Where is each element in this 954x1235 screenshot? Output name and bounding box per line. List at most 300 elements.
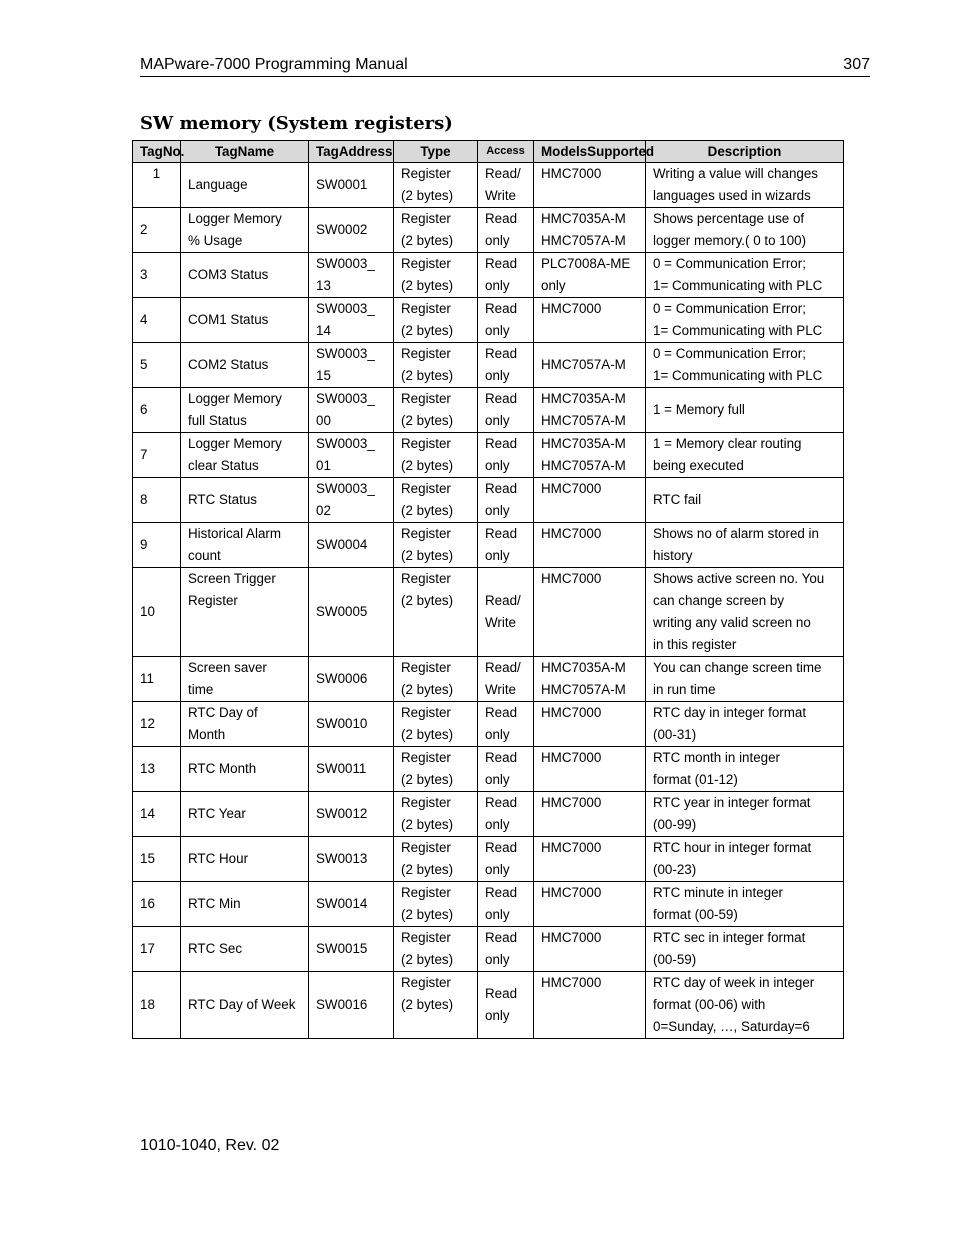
tag-address-cell: [309, 523, 394, 568]
page-number: 307: [843, 56, 870, 73]
cell-line: only: [541, 278, 566, 293]
tag-name-cell: [181, 837, 309, 882]
table-row: [133, 433, 844, 478]
table-row: [133, 253, 844, 298]
cell-line: HMC7000: [541, 301, 602, 316]
table-row: [133, 657, 844, 702]
cell-line: (2 bytes): [401, 727, 454, 742]
access-cell: [478, 568, 534, 657]
header-label: Tag: [214, 144, 238, 159]
cell-line: RTC day in integer format: [653, 705, 807, 720]
cell-line: HMC7035A-M: [541, 211, 626, 226]
cell-line: Month: [188, 727, 226, 742]
description-cell: [646, 702, 844, 747]
cell-line: only: [485, 233, 510, 248]
cell-line: RTC Day of: [188, 705, 258, 720]
type-cell: [394, 792, 478, 837]
cell-line: can change screen by: [653, 593, 785, 608]
cell-line: SW0014: [316, 896, 368, 911]
cell-line: HMC7000: [541, 481, 602, 496]
cell-line: 1= Communicating with PLC: [653, 368, 823, 383]
cell-line: (00-99): [653, 817, 697, 832]
cell-line: SW0016: [316, 997, 368, 1012]
models-cell: [534, 568, 646, 657]
cell-line: only: [485, 458, 510, 473]
cell-line: only: [485, 413, 510, 428]
table-row: [133, 972, 844, 1039]
table-row: [133, 343, 844, 388]
models-cell: [534, 343, 646, 388]
tag-no-header: [133, 141, 185, 163]
tag-address-header: [309, 141, 394, 163]
header-label: No.: [162, 144, 185, 159]
cell-line: PLC7008A-ME: [541, 256, 631, 271]
cell-line: only: [485, 817, 510, 832]
cell-line: (2 bytes): [401, 458, 454, 473]
access-cell: [478, 792, 534, 837]
cell-line: RTC minute in integer: [653, 885, 783, 900]
page-header: [140, 56, 870, 77]
description-cell: [646, 792, 844, 837]
tag-address-cell: [309, 837, 394, 882]
description-cell: [646, 523, 844, 568]
access-cell: [478, 882, 534, 927]
cell-line: HMC7035A-M: [541, 436, 626, 451]
description-cell: [646, 657, 844, 702]
cell-line: SW0015: [316, 941, 368, 956]
tag-address-cell: [309, 702, 394, 747]
description-header: [646, 141, 844, 163]
tag-address-cell: [309, 208, 394, 253]
tag-no-cell: 11: [133, 657, 181, 702]
tag-address-cell: [309, 882, 394, 927]
tag-address-cell: [309, 343, 394, 388]
cell-line: only: [485, 907, 510, 922]
cell-line: (2 bytes): [401, 368, 454, 383]
cell-line: (2 bytes): [401, 682, 454, 697]
cell-line: full Status: [188, 413, 247, 428]
cell-line: HMC7057A-M: [541, 682, 626, 697]
tag-address-cell: [309, 792, 394, 837]
cell-line: SW0003_: [316, 436, 375, 451]
type-cell: [394, 433, 478, 478]
cell-line: RTC Month: [188, 761, 257, 776]
header-label: Description: [707, 144, 782, 159]
tag-name-cell: [181, 163, 309, 208]
cell-line: Writing a value will changes: [653, 166, 818, 181]
cell-line: Shows no of alarm stored in: [653, 526, 819, 541]
cell-line: 00: [316, 413, 331, 428]
tag-address-cell: [309, 478, 394, 523]
cell-line: Register: [401, 166, 451, 181]
cell-line: (2 bytes): [401, 233, 454, 248]
cell-line: 1 = Memory clear routing: [653, 436, 802, 451]
cell-line: count: [188, 548, 221, 563]
cell-line: SW0012: [316, 806, 368, 821]
table-row: [133, 837, 844, 882]
cell-line: Register: [401, 795, 451, 810]
tag-address-cell: [309, 657, 394, 702]
cell-line: You can change screen time: [653, 660, 822, 675]
cell-line: (2 bytes): [401, 862, 454, 877]
cell-line: % Usage: [188, 233, 243, 248]
header-label: Tag: [140, 144, 163, 159]
cell-line: Read: [485, 795, 518, 810]
section-title: SW memory (System registers): [140, 113, 453, 134]
cell-line: clear Status: [188, 458, 259, 473]
tag-no-cell: 6: [133, 388, 181, 433]
cell-line: Register: [401, 436, 451, 451]
tag-no-cell: 13: [133, 747, 181, 792]
cell-line: (2 bytes): [401, 817, 454, 832]
models-header: [534, 141, 655, 163]
tag-address-cell: [309, 747, 394, 792]
cell-line: HMC7057A-M: [541, 413, 626, 428]
table-row: [133, 792, 844, 837]
cell-line: (2 bytes): [401, 503, 454, 518]
cell-line: Register: [401, 391, 451, 406]
models-cell: [534, 388, 646, 433]
header-label: Models: [541, 144, 588, 159]
table-row: [133, 882, 844, 927]
type-cell: [394, 208, 478, 253]
cell-line: only: [485, 862, 510, 877]
tag-no-cell: 14: [133, 792, 181, 837]
models-cell: [534, 792, 646, 837]
cell-line: Write: [485, 188, 516, 203]
cell-line: HMC7035A-M: [541, 660, 626, 675]
cell-line: time: [188, 682, 214, 697]
type-cell: [394, 388, 478, 433]
cell-line: Read: [485, 211, 518, 226]
access-cell: [478, 972, 534, 1039]
cell-line: Register: [401, 930, 451, 945]
tag-no-cell: 4: [133, 298, 181, 343]
cell-line: 0 = Communication Error;: [653, 301, 806, 316]
tag-no-cell: 16: [133, 882, 181, 927]
cell-line: HMC7000: [541, 975, 602, 990]
access-cell: [478, 163, 534, 208]
cell-line: Read: [485, 885, 518, 900]
cell-line: only: [485, 772, 510, 787]
access-cell: [478, 253, 534, 298]
cell-line: (00-59): [653, 952, 697, 967]
cell-line: SW0004: [316, 537, 368, 552]
models-cell: [534, 657, 646, 702]
cell-line: (2 bytes): [401, 413, 454, 428]
access-cell: [478, 747, 534, 792]
tag-address-cell: [309, 163, 394, 208]
cell-line: Read: [485, 705, 518, 720]
description-cell: [646, 253, 844, 298]
cell-line: only: [485, 368, 510, 383]
table-body: [133, 163, 844, 1039]
cell-line: SW0003_: [316, 256, 375, 271]
cell-line: SW0001: [316, 177, 368, 192]
cell-line: format (01-12): [653, 772, 738, 787]
cell-line: Read: [485, 256, 518, 271]
access-cell: [478, 837, 534, 882]
cell-line: Historical Alarm: [188, 526, 282, 541]
cell-line: SW0013: [316, 851, 368, 866]
tag-name-cell: [181, 523, 309, 568]
cell-line: history: [653, 548, 693, 563]
cell-line: HMC7000: [541, 526, 602, 541]
cell-line: languages used in wizards: [653, 188, 811, 203]
cell-line: 01: [316, 458, 331, 473]
cell-line: (2 bytes): [401, 772, 454, 787]
cell-line: HMC7000: [541, 166, 602, 181]
tag-name-cell: [181, 972, 309, 1039]
cell-line: Logger Memory: [188, 436, 282, 451]
table-row: [133, 568, 844, 657]
cell-line: SW0003_: [316, 481, 375, 496]
cell-line: RTC Hour: [188, 851, 249, 866]
tag-no-cell: 2: [133, 208, 181, 253]
type-cell: [394, 163, 478, 208]
cell-line: Screen saver: [188, 660, 267, 675]
cell-line: 1= Communicating with PLC: [653, 278, 823, 293]
type-cell: [394, 882, 478, 927]
cell-line: Register: [401, 526, 451, 541]
cell-line: Screen Trigger: [188, 571, 276, 586]
access-header: [478, 141, 534, 163]
cell-line: RTC Sec: [188, 941, 243, 956]
cell-line: 02: [316, 503, 331, 518]
doc-revision: 1010-1040, Rev. 02: [140, 1137, 280, 1154]
cell-line: HMC7057A-M: [541, 458, 626, 473]
cell-line: SW0003_: [316, 391, 375, 406]
cell-line: Read: [485, 346, 518, 361]
cell-line: HMC7057A-M: [541, 357, 626, 372]
cell-line: Logger Memory: [188, 391, 282, 406]
manual-title: MAPware-7000 Programming Manual: [140, 56, 408, 73]
type-cell: [394, 298, 478, 343]
cell-line: Read/: [485, 660, 521, 675]
cell-line: Read: [485, 481, 518, 496]
tag-no-cell: 1: [133, 163, 181, 208]
cell-line: in run time: [653, 682, 716, 697]
cell-line: (2 bytes): [401, 907, 454, 922]
cell-line: RTC Day of Week: [188, 997, 296, 1012]
cell-line: HMC7000: [541, 930, 602, 945]
cell-line: SW0006: [316, 671, 368, 686]
cell-line: 0=Sunday, …, Saturday=6: [653, 1019, 810, 1034]
table-header-row: [133, 141, 844, 163]
models-cell: [534, 747, 646, 792]
tag-no-cell: 12: [133, 702, 181, 747]
cell-line: only: [485, 1008, 510, 1023]
cell-line: Register: [401, 975, 451, 990]
type-header: [394, 141, 478, 163]
cell-line: format (00-06) with: [653, 997, 766, 1012]
cell-line: 0 = Communication Error;: [653, 346, 806, 361]
cell-line: SW0003_: [316, 346, 375, 361]
cell-line: RTC Year: [188, 806, 246, 821]
tag-name-cell: [181, 433, 309, 478]
cell-line: (2 bytes): [401, 188, 454, 203]
description-cell: [646, 568, 844, 657]
tag-name-cell: [181, 882, 309, 927]
tag-name-cell: [181, 343, 309, 388]
description-cell: [646, 433, 844, 478]
cell-line: HMC7000: [541, 885, 602, 900]
tag-name-cell: [181, 702, 309, 747]
access-cell: [478, 927, 534, 972]
cell-line: HMC7000: [541, 705, 602, 720]
cell-line: Read: [485, 840, 518, 855]
cell-line: (2 bytes): [401, 278, 454, 293]
cell-line: only: [485, 952, 510, 967]
cell-line: RTC sec in integer format: [653, 930, 806, 945]
tag-address-cell: [309, 253, 394, 298]
tag-name-cell: [181, 657, 309, 702]
cell-line: (2 bytes): [401, 997, 454, 1012]
tag-no-cell: 18: [133, 972, 181, 1039]
cell-line: Register: [401, 301, 451, 316]
cell-line: Read: [485, 301, 518, 316]
models-cell: [534, 837, 646, 882]
table-row: [133, 478, 844, 523]
table-row: [133, 702, 844, 747]
cell-line: RTC fail: [653, 492, 702, 507]
type-cell: [394, 253, 478, 298]
table-row: [133, 208, 844, 253]
cell-line: only: [485, 323, 510, 338]
table-row: [133, 523, 844, 568]
cell-line: Language: [188, 177, 248, 192]
cell-line: Read: [485, 986, 518, 1001]
cell-line: Read: [485, 526, 518, 541]
cell-line: (2 bytes): [401, 548, 454, 563]
models-cell: [534, 433, 646, 478]
models-cell: [534, 882, 646, 927]
cell-line: writing any valid screen no: [653, 615, 811, 630]
cell-line: COM3 Status: [188, 267, 269, 282]
cell-line: being executed: [653, 458, 744, 473]
cell-line: in this register: [653, 637, 737, 652]
cell-line: Register: [401, 571, 451, 586]
models-cell: [534, 163, 646, 208]
cell-line: 15: [316, 368, 331, 383]
cell-line: only: [485, 548, 510, 563]
tag-address-cell: [309, 433, 394, 478]
type-cell: [394, 747, 478, 792]
cell-line: HMC7000: [541, 750, 602, 765]
cell-line: SW0002: [316, 222, 368, 237]
access-cell: [478, 523, 534, 568]
cell-line: HMC7057A-M: [541, 233, 626, 248]
tag-name-cell: [181, 927, 309, 972]
type-cell: [394, 478, 478, 523]
access-cell: [478, 478, 534, 523]
tag-name-cell: [181, 298, 309, 343]
models-cell: [534, 523, 646, 568]
header-label: Address: [338, 144, 393, 159]
tag-name-cell: [181, 568, 309, 657]
tag-name-cell: [181, 208, 309, 253]
description-cell: [646, 298, 844, 343]
tag-no-cell: 5: [133, 343, 181, 388]
cell-line: SW0010: [316, 716, 368, 731]
tag-no-cell: 8: [133, 478, 181, 523]
type-cell: [394, 837, 478, 882]
cell-line: COM2 Status: [188, 357, 269, 372]
cell-line: HMC7035A-M: [541, 391, 626, 406]
table-row: [133, 163, 844, 208]
description-cell: [646, 388, 844, 433]
type-cell: [394, 657, 478, 702]
access-cell: [478, 343, 534, 388]
header-label: Name: [237, 144, 275, 159]
access-cell: [478, 702, 534, 747]
cell-line: HMC7000: [541, 840, 602, 855]
header-label: Access: [486, 145, 525, 157]
tag-address-cell: [309, 927, 394, 972]
models-cell: [534, 927, 646, 972]
type-cell: [394, 343, 478, 388]
cell-line: Register: [188, 593, 238, 608]
tag-no-cell: 7: [133, 433, 181, 478]
description-cell: [646, 927, 844, 972]
access-cell: [478, 208, 534, 253]
table-row: [133, 298, 844, 343]
tag-no-cell: 9: [133, 523, 181, 568]
access-cell: [478, 657, 534, 702]
cell-line: Read/: [485, 166, 521, 181]
access-cell: [478, 388, 534, 433]
cell-line: HMC7000: [541, 795, 602, 810]
type-cell: [394, 972, 478, 1039]
tag-no-cell: 17: [133, 927, 181, 972]
table-row: [133, 388, 844, 433]
type-cell: [394, 523, 478, 568]
models-cell: [534, 702, 646, 747]
cell-line: Register: [401, 705, 451, 720]
tag-address-cell: [309, 972, 394, 1039]
cell-line: only: [485, 727, 510, 742]
cell-line: RTC month in integer: [653, 750, 781, 765]
type-cell: [394, 568, 478, 657]
cell-line: 13: [316, 278, 331, 293]
cell-line: logger memory.( 0 to 100): [653, 233, 807, 248]
cell-line: Register: [401, 885, 451, 900]
cell-line: Write: [485, 682, 516, 697]
tag-no-cell: 10: [133, 568, 181, 657]
access-cell: [478, 433, 534, 478]
description-cell: [646, 163, 844, 208]
cell-line: only: [485, 278, 510, 293]
tag-no-cell: 3: [133, 253, 181, 298]
models-cell: [534, 478, 646, 523]
cell-line: Register: [401, 211, 451, 226]
header-label: Type: [420, 144, 451, 159]
cell-line: Write: [485, 615, 516, 630]
table-row: [133, 747, 844, 792]
models-cell: [534, 972, 646, 1039]
cell-line: Shows percentage use of: [653, 211, 805, 226]
tag-address-cell: [309, 298, 394, 343]
cell-line: 1 = Memory full: [653, 402, 745, 417]
tag-address-cell: [309, 568, 394, 657]
cell-line: 14: [316, 323, 331, 338]
cell-line: Logger Memory: [188, 211, 282, 226]
models-cell: [534, 253, 646, 298]
tag-name-cell: [181, 388, 309, 433]
cell-line: Read/: [485, 593, 521, 608]
cell-line: COM1 Status: [188, 312, 269, 327]
cell-line: only: [485, 503, 510, 518]
